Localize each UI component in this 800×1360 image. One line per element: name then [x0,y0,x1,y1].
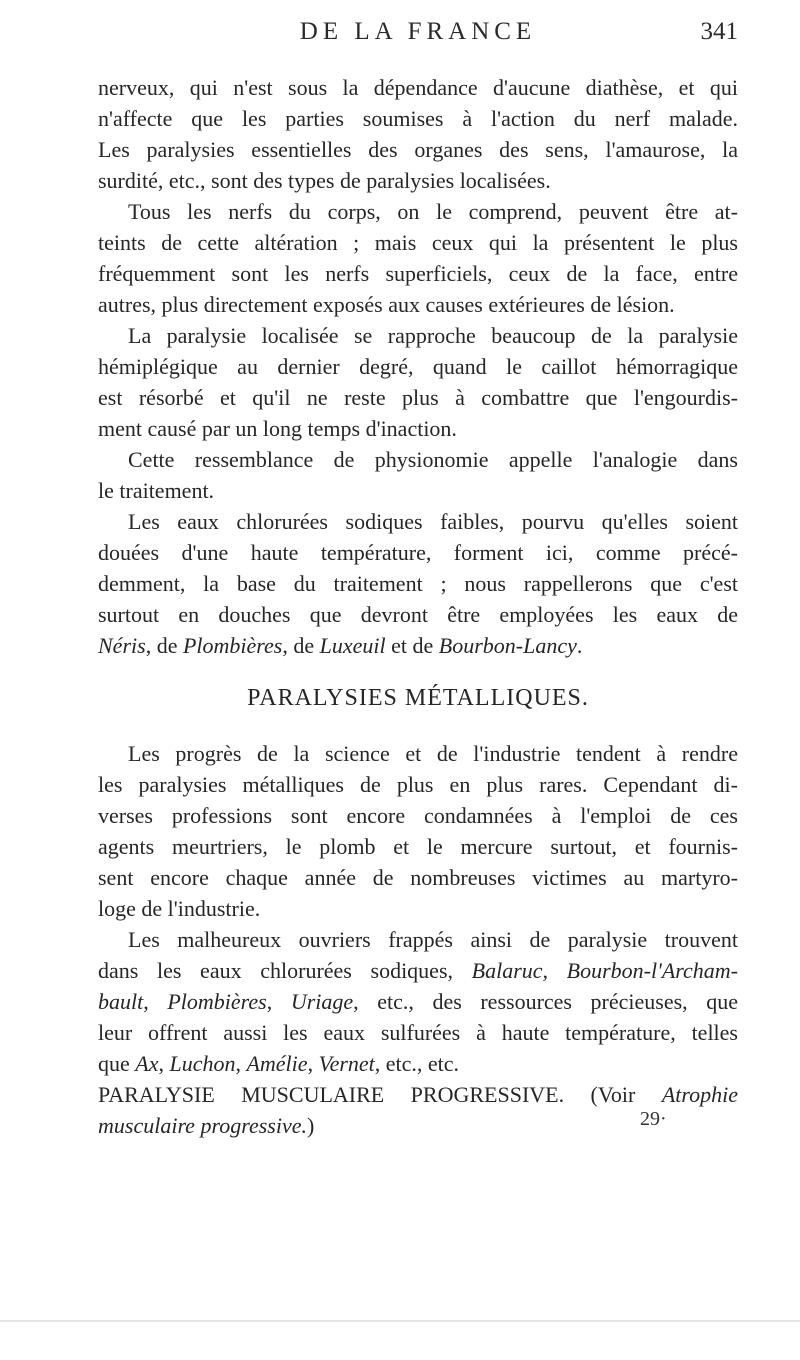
place-name: bault [98,989,144,1014]
text-line: bault, Plombières, Uriage, etc., des ressources précieuses, que [98,989,739,1014]
signature-mark: 29· [640,1108,667,1130]
cross-reference: musculaire progressive. [98,1113,307,1138]
text-line: La paralysie localisée se rapproche beaucoup de la paralysie [128,323,738,348]
text-line: fréquemment sont les nerfs superficiels, ceux de la face, entre [98,261,738,286]
text-line: Les progrès de la science et de l'industrie tendent à rendre [128,741,738,766]
paragraph [98,924,738,1079]
text-line: est résorbé et qu'il ne reste plus à combattre que l'engourdis- [98,385,738,410]
text-line: douées d'une haute température, forment ici, comme précé- [98,540,738,565]
running-title: DE LA FRANCE [299,18,537,45]
text-line: les paralysies métalliques de plus en plus rares. Cependant di- [98,772,738,797]
paragraph [98,320,738,444]
text-line: loge de l'industrie. [98,896,261,921]
text-line: que Ax, Luchon, Amélie, Vernet, etc., etc. [98,1051,460,1076]
text-line: le traitement. [98,478,215,503]
paragraph [98,738,738,924]
text-line: Néris, de Plombières, de Luxeuil et de Bourbon-Lancy. [98,633,583,658]
paragraph [98,444,738,506]
text-line: autres, plus directement exposés aux causes extérieures de lésion. [98,292,675,317]
text-line: sent encore chaque année de nombreuses victimes au martyro- [98,865,738,890]
text-line: Cette ressemblance de physionomie appelle l'analogie dans [128,447,738,472]
place-name: Plombières [167,989,267,1014]
place-name: Plombières [182,633,283,658]
place-name: Luxeuil [319,633,386,658]
body-text [98,72,738,1141]
page-header [98,14,738,54]
paragraph [98,196,738,320]
text-line: nerveux, qui n'est sous la dépendance d'aucune diathèse, et qui [98,75,738,100]
place-name: Ax [135,1051,159,1076]
text-line: leur offrent aussi les eaux sulfurées à haute température, telles [98,1020,738,1045]
text-line: Les malheureux ouvriers frappés ainsi de paralysie trouvent [128,927,738,952]
page-number: 341 [700,18,738,45]
text-line: teints de cette altération ; mais ceux qui la présentent le plus [98,230,738,255]
text-line: musculaire progressive.) [98,1113,315,1138]
place-name: Amélie [246,1051,308,1076]
text-line: ment causé par un long temps d'inaction. [98,416,457,441]
text-line: Tous les nerfs du corps, on le comprend, peuvent être at- [128,199,738,224]
place-name: Balaruc, Bourbon-l'Archam- [471,958,738,983]
text-line: n'affecte que les parties soumises à l'action du nerf malade. [98,106,738,131]
text-line: PARALYSIE MUSCULAIRE PROGRESSIVE. (Voir Atrophie [98,1082,738,1107]
place-name: Luchon [169,1051,236,1076]
paragraph [98,72,738,196]
place-name: Uriage [290,989,354,1014]
text-line: hémiplégique au dernier degré, quand le caillot hémorragique [98,354,738,379]
text-line: surdité, etc., sont des types de paralysies localisées. [98,168,551,193]
text-line: verses professions sont encore condamnées à l'emploi de ces [98,803,738,828]
page-bottom-edge [0,1320,800,1322]
text-line: Les paralysies essentielles des organes des sens, l'amaurose, la [98,137,738,162]
text-line: Les eaux chlorurées sodiques faibles, pourvu qu'elles soient [128,509,738,534]
text-line: surtout en douches que devront être employées les eaux de [98,602,738,627]
place-name: Néris [98,633,146,658]
text-line: agents meurtriers, le plomb et le mercure surtout, et fournis- [98,834,738,859]
cross-reference: Atrophie [661,1082,738,1107]
text-line: dans les eaux chlorurées sodiques, Balaruc, Bourbon-l'Archam- [98,958,738,983]
place-name: Vernet [318,1051,375,1076]
text-line: demment, la base du traitement ; nous rappellerons que c'est [98,571,738,596]
paragraph [98,506,738,661]
section-title: PARALYSIES MÉTALLIQUES. [247,685,589,711]
place-name: Bourbon-Lancy [438,633,577,658]
